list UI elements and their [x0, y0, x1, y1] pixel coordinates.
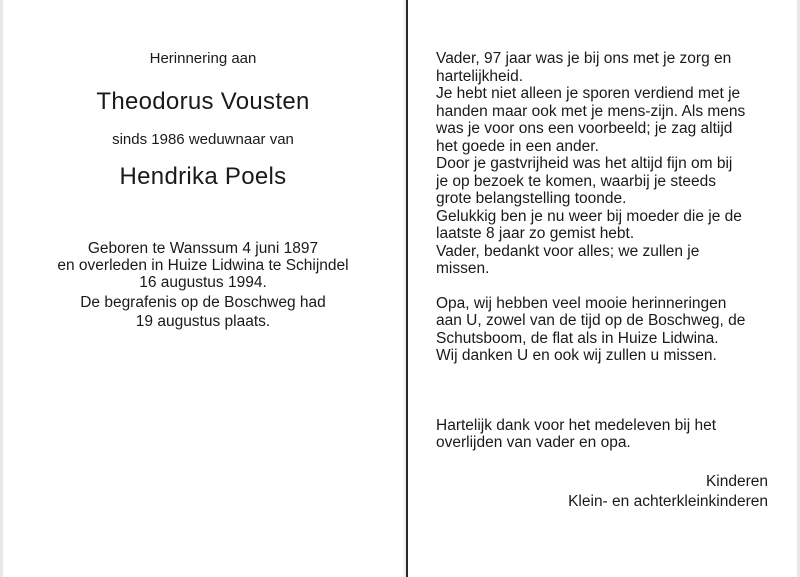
right-page [436, 50, 768, 512]
tribute-paragraph-grandfather [436, 295, 768, 365]
intro-text: Herinnering aan [149, 50, 257, 67]
detail-line: en overleden in Huize Lidwina te Schijndel [57, 257, 349, 274]
text-line: missen. [436, 260, 490, 277]
detail-line: De begrafenis op de Boschweg had [80, 294, 326, 311]
detail-line: 19 augustus plaats. [135, 313, 271, 330]
tribute-paragraph-father [436, 50, 768, 278]
spacer [436, 452, 768, 472]
deceased-name: Theodorus Vousten [96, 88, 310, 115]
text-line: Door je gastvrijheid was het altijd fijn om bij [436, 155, 733, 172]
text-line: hartelijkheid. [436, 67, 524, 85]
thanks-paragraph [436, 417, 768, 452]
spacer [436, 278, 768, 295]
detail-line: 16 augustus 1994. [139, 274, 267, 291]
text-line: overlijden van vader en opa. [436, 434, 631, 451]
text-line: je op bezoek te komen, waarbij je steeds [436, 172, 717, 190]
signature-block [436, 472, 768, 512]
text-line: Vader, 97 jaar was je bij ons met je zorg en [436, 50, 732, 67]
signature-line: Kinderen [705, 472, 768, 490]
spacer [436, 365, 768, 417]
relation-text: sinds 1986 weduwnaar van [112, 131, 294, 148]
text-line: Schutsboom, de flat als in Huize Lidwina. [436, 329, 719, 347]
center-fold-line [406, 0, 408, 577]
text-line: handen maar ook met je mens-zijn. Als mens [436, 102, 746, 120]
text-line: Je hebt niet alleen je sporen verdiend met je [436, 85, 741, 102]
text-line: Gelukkig ben je nu weer bij moeder die je de [436, 207, 742, 225]
text-line: Hartelijk dank voor het medeleven bij het [436, 416, 717, 434]
text-line: het goede in een ander. [436, 137, 599, 155]
signature-line: Klein- en achterkleinkinderen [568, 492, 768, 510]
text-line: Vader, bedankt voor alles; we zullen je [436, 242, 700, 260]
text-line: aan U, zowel van de tijd op de Boschweg, de [436, 312, 746, 329]
text-line: grote belangstelling toonde. [436, 190, 627, 207]
spouse-name: Hendrika Poels [119, 163, 287, 190]
text-line: laatste 8 jaar zo gemist hebt. [436, 225, 635, 242]
detail-line: Geboren te Wanssum 4 juni 1897 [87, 240, 319, 257]
text-line: Wij danken U en ook wij zullen u missen. [436, 347, 717, 364]
text-line: Opa, wij hebben veel mooie herinneringen [436, 294, 727, 312]
text-line: was je voor ons een voorbeeld; je zag altijd [436, 120, 733, 137]
